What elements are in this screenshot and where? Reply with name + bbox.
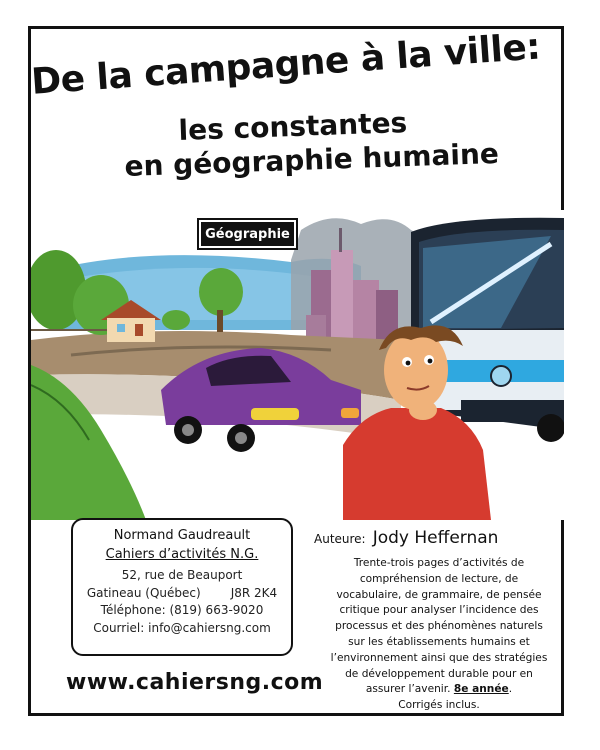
publisher-name: Normand Gaudreault bbox=[113, 528, 251, 543]
website-link[interactable]: www.cahiersng.com bbox=[66, 670, 324, 695]
author-line bbox=[314, 528, 498, 548]
cover-illustration bbox=[31, 210, 564, 520]
grade-level: 8e année bbox=[453, 683, 509, 696]
author-name: Jody Heffernan bbox=[372, 528, 499, 548]
description-block bbox=[326, 556, 552, 714]
publisher-company: Cahiers d’activités N.G. bbox=[105, 547, 259, 562]
title-line-3: en géographie humaine bbox=[124, 136, 500, 183]
title-line-2: les constantes bbox=[178, 106, 408, 147]
title-line-1: De la campagne à la ville: bbox=[30, 26, 542, 103]
publisher-city-row bbox=[73, 586, 291, 600]
contact-box bbox=[71, 518, 293, 656]
subject-badge: Géographie bbox=[197, 218, 298, 250]
publisher-email[interactable]: Courriel: info@cahiersng.com bbox=[93, 621, 271, 635]
publisher-city: Gatineau (Québec) bbox=[86, 586, 201, 600]
publisher-postal: J8R 2K4 bbox=[230, 586, 278, 600]
publisher-street: 52, rue de Beauport bbox=[121, 568, 243, 582]
answer-key-note: Corrigés inclus. bbox=[398, 699, 480, 712]
author-label: Auteure: bbox=[314, 532, 366, 546]
description-text: Trente-trois pages d’activités de compréhension de lecture, de vocabulaire, de grammaire, de pensée critique pour analyser l’incidence des processus et des phénomènes naturels sur les établissements humains et l’environnement ainsi que des stratégies de développement durable pour en assurer l’avenir. bbox=[330, 557, 548, 696]
description-period: . bbox=[508, 683, 513, 696]
publisher-phone: Téléphone: (819) 663-9020 bbox=[100, 603, 264, 617]
